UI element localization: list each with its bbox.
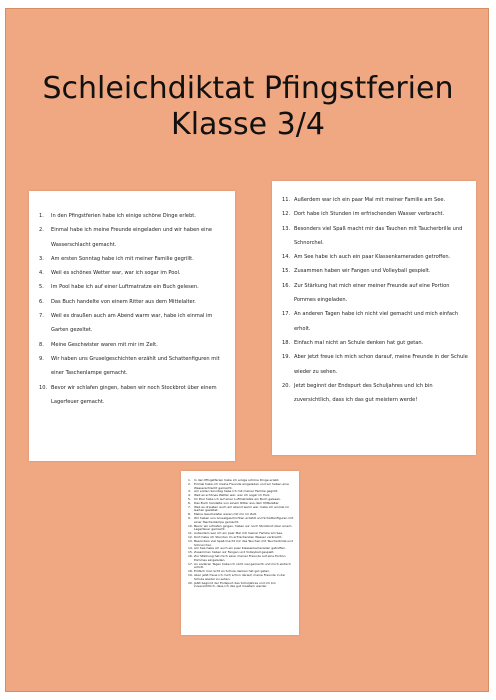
sentence-number: 7. — [39, 313, 44, 320]
sentence-text: Dort habe ich Stunden im erfrischenden Wasser verbracht. — [294, 211, 445, 218]
sentence-item — [282, 379, 468, 408]
sentence-text: Am See habe ich auch ein paar Klassenkameraden getroffen. — [294, 254, 451, 261]
sentence-text: An anderen Tagen habe ich nicht viel gemacht und mich einfach erholt. — [294, 311, 459, 332]
sentence-number: 3. — [188, 489, 191, 494]
sentence-item — [282, 336, 468, 350]
dictation-sheet-part-2 — [272, 181, 476, 455]
sentence-text: Zusammen haben wir Fangen und Volleyball gespielt. — [294, 268, 431, 275]
sentence-number: 8. — [39, 341, 44, 348]
sentence-text: Wir haben uns Gruselgeschichten erzählt und Schattenfiguren mit einer Taschenlampe gemacht. — [194, 515, 294, 524]
sentence-item — [39, 381, 227, 410]
sentence-number: 11. — [188, 531, 193, 536]
sentence-text: Im Pool habe ich auf einer Luftmatratze ein Buch gelesen. — [194, 496, 282, 501]
sentence-number: 4. — [188, 493, 191, 498]
sentence-number: 11. — [282, 197, 291, 203]
sentence-text: Zusammen haben wir Fangen und Volleyball gespielt. — [194, 550, 275, 555]
sentence-number: 5. — [188, 496, 191, 501]
sentence-text: In den Pfingstferien habe ich einige schöne Dinge erlebt. — [194, 478, 280, 482]
sentence-item — [282, 350, 468, 379]
sentence-number: 15. — [188, 550, 193, 555]
sentence-text: Wir haben uns Gruselgeschichten erzählt und Schattenfiguren mit einer Taschenlampe gemacht. — [51, 355, 220, 377]
sentence-number: 1. — [39, 213, 44, 219]
sentence-text: Meine Geschwister waren mit mir im Zelt. — [51, 341, 158, 348]
sentence-item — [188, 582, 294, 590]
sentence-number: 15. — [282, 268, 291, 275]
sentence-number: 9. — [188, 515, 191, 520]
sentence-text: Zur Stärkung hat mich einer meiner Freunde auf eine Portion Pommes eingeladen. — [294, 282, 450, 304]
sentence-text: Besonders viel Spaß macht mir das Tauchen mit Taucherbrille und Schnorchel. — [194, 538, 294, 547]
sentence-number: 5. — [39, 284, 44, 291]
sentence-text: Außerdem war ich ein paar Mal mit meiner Familie am See. — [194, 531, 284, 536]
sentence-text: Meine Geschwister waren mit mir im Zelt. — [194, 512, 257, 517]
sentence-number: 20. — [282, 382, 291, 389]
sentence-text: Einfach mal nicht an Schule denken hat gut getan. — [194, 569, 271, 574]
sentence-number: 4. — [39, 270, 44, 277]
sentence-text: Einmal habe ich meine Freunde eingeladen und wir haben eine Wasserschlacht gemacht. — [51, 227, 212, 248]
sentence-number: 17. — [188, 561, 193, 566]
dictation-full-text-sheet — [181, 471, 299, 635]
sentence-number: 1. — [188, 478, 191, 482]
sentence-text: Besonders viel Spaß macht mir das Tauchen mit Taucherbrille und Schnorchel. — [294, 225, 463, 246]
sentence-text: Das Buch handelte von einem Ritter aus dem Mittelalter. — [194, 500, 280, 505]
sentence-number: 20. — [188, 580, 193, 585]
sentence-text: Einfach mal nicht an Schule denken hat gut getan. — [294, 339, 424, 346]
sentence-item — [282, 193, 468, 207]
sentence-text: Zur Stärkung hat mich einer meiner Freunde auf eine Portion Pommes eingeladen. — [194, 553, 286, 562]
sentence-text: Einmal habe ich meine Freunde eingeladen und wir haben eine Wasserschlacht gemacht. — [194, 481, 289, 490]
sentence-number: 14. — [188, 546, 193, 551]
sentence-number: 16. — [282, 282, 291, 289]
dictation-sheet-part-1 — [29, 191, 235, 461]
sentence-number: 8. — [188, 512, 191, 517]
sentence-item — [39, 338, 227, 352]
sentence-number: 12. — [188, 534, 193, 539]
sentence-text: Im Pool habe ich auf einer Luftmatratze ein Buch gelesen. — [51, 284, 199, 291]
sentence-item — [39, 352, 227, 381]
sentence-number: 18. — [282, 339, 291, 346]
sentence-item — [39, 209, 227, 223]
sentence-number: 12. — [282, 211, 291, 218]
page-title — [6, 71, 490, 143]
sentence-item — [39, 266, 227, 280]
sentence-text: Aber jetzt freue ich mich schon darauf, meine Freunde in der Schule wieder zu sehen. — [294, 354, 468, 375]
sentence-text: Am ersten Sonntag habe ich mit meiner Familie gegrillt. — [194, 489, 279, 494]
sentence-number: 2. — [188, 481, 191, 486]
sentence-text: Außerdem war ich ein paar Mal mit meiner Familie am See. — [294, 197, 446, 203]
sentence-number: 3. — [39, 255, 44, 262]
sentence-number: 17. — [282, 311, 291, 318]
sentence-number: 14. — [282, 254, 291, 261]
sentence-number: 2. — [39, 227, 44, 234]
sentence-item — [282, 250, 468, 264]
sentence-number: 13. — [188, 538, 193, 543]
sentence-text: Jetzt beginnt der Endspurt des Schuljahres und ich bin zuversichtlich, dass ich das gut meistern werde! — [194, 580, 276, 589]
sentence-item — [282, 264, 468, 278]
sentence-number: 18. — [188, 569, 193, 574]
title-line-2: Klasse 3/4 — [171, 107, 325, 142]
sentence-text: Aber jetzt freue ich mich schon darauf, meine Freunde in der Schule wieder zu sehen. — [194, 572, 286, 581]
sentence-number: 13. — [282, 225, 291, 232]
sentence-number: 16. — [188, 553, 193, 558]
sentence-number: 7. — [188, 504, 191, 509]
sentence-item — [39, 223, 227, 252]
sentence-number: 9. — [39, 355, 44, 362]
sentence-text: An anderen Tagen habe ich nicht viel gemacht und mich einfach erholt. — [194, 561, 291, 570]
sentence-text: Weil es schönes Wetter war, war ich sogar im Pool. — [51, 270, 181, 277]
title-line-1: Schleichdiktat Pfingstferien — [42, 71, 454, 106]
sentence-text: Weil es draußen auch am Abend warm war, habe ich einmal im Garten gezeltet. — [51, 313, 213, 334]
sentence-number: 19. — [188, 572, 193, 577]
sentence-number: 10. — [188, 523, 193, 528]
sentence-list-part-1 — [39, 209, 227, 409]
sentence-text: Bevor wir schlafen gingen, haben wir noch Stockbrot über einem Lagerfeuer gemacht. — [51, 384, 217, 405]
sentence-list-full — [188, 479, 294, 589]
worksheet-page — [5, 8, 489, 692]
sentence-item — [39, 295, 227, 309]
sentence-text: Jetzt beginnt der Endspurt des Schuljahres und ich bin zuversichtlich, dass ich das gut meistern werde! — [294, 382, 433, 404]
sentence-text: Am See habe ich auch ein paar Klassenkameraden getroffen. — [194, 546, 286, 551]
sentence-item — [282, 307, 468, 336]
sentence-text: Bevor wir schlafen gingen, haben wir noch Stockbrot über einem Lagerfeuer gemacht. — [194, 523, 292, 532]
sentence-number: 6. — [39, 298, 44, 305]
sentence-item — [282, 222, 468, 251]
sentence-item — [39, 280, 227, 294]
sentence-text: Dort habe ich Stunden im erfrischenden Wasser verbracht. — [194, 534, 283, 539]
sentence-item — [39, 309, 227, 338]
sentence-text: Das Buch handelte von einem Ritter aus dem Mittelalter. — [51, 298, 196, 305]
sentence-list-part-2 — [282, 193, 468, 407]
sentence-item — [282, 279, 468, 308]
sentence-number: 19. — [282, 354, 291, 361]
sentence-text: Weil es draußen auch am Abend warm war, habe ich einmal im Garten gezeltet. — [194, 504, 290, 513]
sentence-item — [282, 207, 468, 221]
sentence-item — [39, 252, 227, 266]
sentence-text: Weil es schönes Wetter war, war ich sogar im Pool. — [194, 493, 271, 498]
sentence-text: Am ersten Sonntag habe ich mit meiner Familie gegrillt. — [51, 255, 194, 262]
sentence-number: 10. — [39, 384, 48, 391]
sentence-text: In den Pfingstferien habe ich einige schöne Dinge erlebt. — [51, 213, 196, 219]
sentence-number: 6. — [188, 500, 191, 505]
